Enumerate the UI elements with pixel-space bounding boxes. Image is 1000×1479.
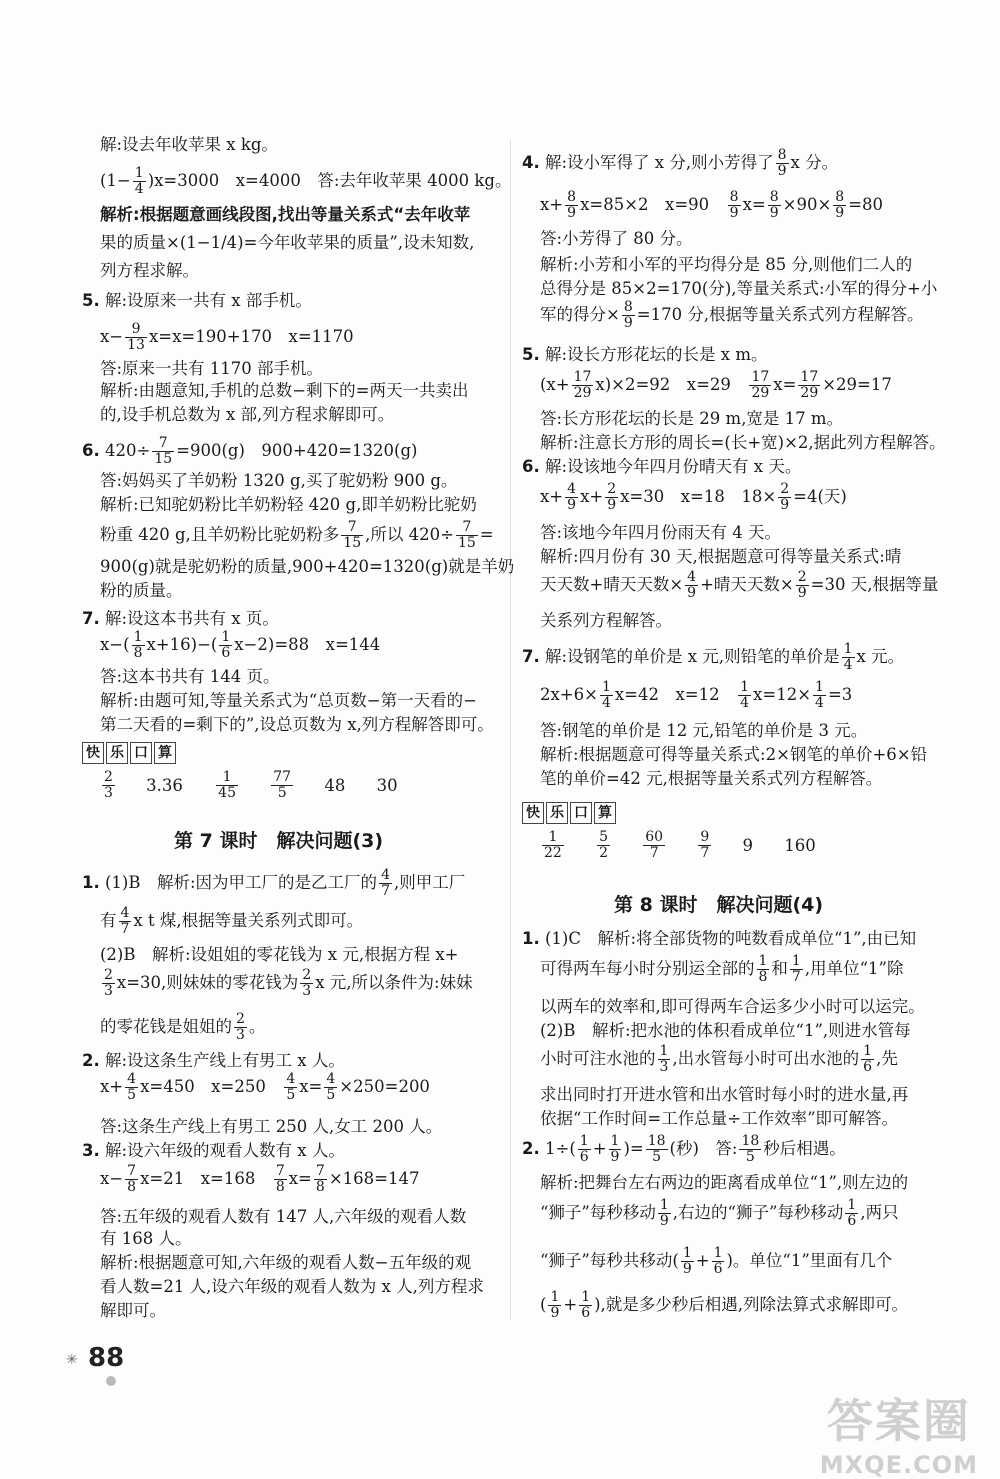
text-line: 解:设去年收苹果 x kg。: [100, 135, 278, 154]
analysis-line: 解即可。: [100, 1301, 166, 1320]
analysis-line: 解析:注意长方形的周长=(长+宽)×2,据此列方程解答。: [540, 433, 946, 452]
analysis-line: 可得两车每小时分别运全部的 $\frac{1}{8}$ 和 $\frac{1}{7}$ ,用单位“1”除: [540, 953, 904, 985]
analysis-line: ( $\frac{1}{9}$ + $\frac{1}{6}$ ),就是多少秒后相遇,列除法算式求解即可。: [540, 1289, 909, 1321]
analysis-line: 解析:小芳和小军的平均得分是 85 分,则他们二人的: [540, 255, 913, 274]
question-1: 1. (1)B 解析:因为甲工厂的是乙工厂的 $\frac{4}{7}$ ,则甲工厂: [82, 867, 466, 899]
analysis-line: 关系列方程解答。: [540, 611, 672, 630]
analysis-line: “狮子”每秒共移动( $\frac{1}{9}$ + $\frac{1}{6}$ )。单位“1”里面有几个: [540, 1245, 893, 1277]
question-1: 1. (1)C 解析:将全部货物的吨数看成单位“1”,由已知: [522, 929, 917, 948]
question-4: 4. 解:设小军得了 x 分,则小芳得了 $\frac{8}{9}$ x 分。: [522, 147, 839, 179]
analysis-line: 列方程求解。: [100, 261, 199, 280]
equation-line: 2x+6× $\frac{1}{4}$ x=42 x=12 $\frac{1}{4}$ x=12× $\frac{1}{4}$ =3: [540, 679, 853, 711]
equation-line: x+ $\frac{8}{9}$ x=85×2 x=90 $\frac{8}{9}$ x= $\frac{8}{9}$ ×90× $\frac{8}{9}$ =80: [540, 189, 884, 221]
answer-line: 答:该地今年四月份雨天有 4 天。: [540, 523, 782, 542]
page-number: 88: [88, 1343, 125, 1373]
analysis-line: $\frac{2}{3}$ x=30,则妹妹的零花钱为 $\frac{2}{3}$ x 元,所以条件为:妹妹: [104, 967, 473, 999]
question-7: 7. 解:设钢笔的单价是 x 元,则铅笔的单价是 $\frac{1}{4}$ x 元。: [522, 641, 905, 673]
analysis-line: 解析:已知驼奶粉比羊奶粉轻 420 g,即羊奶粉比驼奶: [100, 495, 477, 514]
analysis-line: 军的得分× $\frac{8}{9}$ =170 分,根据等量关系式列方程解答。: [540, 299, 924, 331]
answer-line: 答:原来一共有 1170 部手机。: [100, 359, 324, 378]
analysis-line: 粉的质量。: [100, 581, 183, 600]
analysis-line: 依据“工作时间=工作总量÷工作效率”即可解答。: [540, 1109, 899, 1128]
section-title: 第 8 课时 解决问题(4): [614, 894, 824, 916]
answer-line: 答:妈妈买了羊奶粉 1320 g,买了驼奶粉 900 g。: [100, 471, 458, 490]
question-5: 5. 解:设长方形花坛的长是 x m。: [522, 345, 768, 364]
analysis-line: 解析:四月份有 30 天,根据题意可得等量关系式:晴: [540, 547, 902, 566]
equation-line: (1− $\frac{1}{4}$ )x=3000 x=4000 答:去年收苹果 4000 kg。: [100, 165, 512, 197]
section-title: 第 7 课时 解决问题(3): [174, 830, 384, 852]
answer-line: 答:这条生产线上有男工 250 人,女工 200 人。: [100, 1117, 443, 1136]
analysis-line: 有 $\frac{4}{7}$ x t 煤,根据等量关系列式即可。: [100, 905, 364, 937]
star-decoration-icon: ✳: [66, 1352, 78, 1368]
question-7: 7. 解:设这本书共有 x 页。: [82, 609, 279, 628]
kuaile-kousuan-label: 快 乐 口 算: [522, 802, 616, 824]
analysis-line: 的零花钱是姐姐的 $\frac{2}{3}$ 。: [100, 1011, 266, 1043]
quick-answers: $\frac{2}{3}$ 3.36 $\frac{1}{45}$ $\frac{77}{5}$ 48 30: [104, 769, 398, 801]
answer-line: 答:五年级的观看人数有 147 人,六年级的观看人数: [100, 1207, 467, 1226]
analysis-line: 的,设手机总数为 x 部,列方程求解即可。: [100, 405, 395, 424]
dot-decoration-icon: [106, 1376, 116, 1386]
equation-line: x− $\frac{9}{13}$ x=x=190+170 x=1170: [100, 321, 354, 353]
quick-answers: $\frac{1}{22}$ $\frac{5}{2}$ $\frac{60}{7}$ $\frac{9}{7}$ 9 160: [544, 829, 816, 861]
analysis-line: 解析:由题意知,手机的总数−剩下的=两天一共卖出: [100, 381, 469, 400]
analysis-line: 总得分是 85×2=170(分),等量关系式:小军的得分+小: [540, 279, 938, 298]
equation-line: x+ $\frac{4}{9}$ x+ $\frac{2}{9}$ x=30 x=18 18× $\frac{2}{9}$ =4(天): [540, 481, 847, 513]
equation-line: x−( $\frac{1}{8}$ x+16)−( $\frac{1}{6}$ x−2)=88 x=144: [100, 629, 381, 661]
answer-line: 答:小芳得了 80 分。: [540, 229, 693, 248]
answer-line: 答:钢笔的单价是 12 元,铅笔的单价是 3 元。: [540, 721, 868, 740]
analysis-line: 粉重 420 g,且羊奶粉比驼奶粉多 $\frac{7}{15}$ ,所以 420÷ $\frac{7}{15}$ =: [100, 519, 494, 551]
analysis-line: “狮子”每秒移动 $\frac{1}{9}$ ,右边的“狮子”每秒移动 $\frac{1}{6}$ ,两只: [540, 1197, 899, 1229]
analysis-line: 第二天看的=剩下的”,设总页数为 x,列方程解答即可。: [100, 715, 494, 734]
analysis-line: 果的质量×(1−1/4)=今年收苹果的质量”,设未知数,: [100, 233, 475, 252]
kuaile-kousuan-label: 快 乐 口 算: [82, 742, 176, 764]
question-6: 6. 420÷ $\frac{7}{15}$ =900(g) 900+420=1320(g): [82, 435, 418, 467]
answer-line: 答:长方形花坛的长是 29 m,宽是 17 m。: [540, 409, 844, 428]
analysis-line: (2)B 解析:设姐姐的零花钱为 x 元,根据方程 x+: [100, 945, 459, 964]
equation-line: x+ $\frac{4}{5}$ x=450 x=250 $\frac{4}{5}$ x= $\frac{4}{5}$ ×250=200: [100, 1071, 430, 1103]
analysis-line: 以两车的效率和,即可得两车合运多少小时可以运完。: [540, 997, 925, 1016]
analysis-line: 小时可注水池的 $\frac{1}{3}$ ,出水管每小时可出水池的 $\frac{1}{6}$ ,先: [540, 1043, 898, 1075]
equation-line: (x+ $\frac{17}{29}$ x)×2=92 x=29 $\frac{17}{29}$ x= $\frac{17}{29}$ ×29=17: [540, 369, 892, 401]
question-5: 5. 解:设原来一共有 x 部手机。: [82, 291, 312, 310]
analysis-line: 笔的单价=42 元,根据等量关系式列方程解答。: [540, 769, 883, 788]
question-6: 6. 解:设该地今年四月份晴天有 x 天。: [522, 457, 802, 476]
watermark-logo: 答案圈 MXQE.COM: [819, 1394, 978, 1479]
analysis-line: 解析:把舞台左右两边的距离看成单位“1”,则左边的: [540, 1173, 909, 1192]
question-2: 2. 1÷( $\frac{1}{6}$ + $\frac{1}{9}$ )= $\frac{18}{5}$ (秒) 答: $\frac{18}{5}$ 秒后相遇。: [522, 1133, 846, 1165]
analysis-line: 天天数+晴天天数× $\frac{4}{9}$ +晴天天数× $\frac{2}{9}$ =30 天,根据等量: [540, 569, 939, 601]
answer-line: 有 168 人。: [100, 1229, 192, 1248]
analysis-line: 看人数=21 人,设六年级的观看人数为 x 人,列方程求: [100, 1277, 484, 1296]
analysis-line: 求出同时打开进水管和出水管时每小时的进水量,再: [540, 1085, 909, 1104]
analysis-line: 解析:根据题意可知,六年级的观看人数−五年级的观: [100, 1253, 472, 1272]
question-3: 3. 解:设六年级的观看人数有 x 人。: [82, 1141, 345, 1160]
analysis-line: 900(g)就是驼奶粉的质量,900+420=1320(g)就是羊奶: [100, 557, 515, 576]
answer-line: 答:这本书共有 144 页。: [100, 667, 280, 686]
analysis-line: 解析:根据题意可得等量关系式:2×钢笔的单价+6×铅: [540, 745, 928, 764]
analysis-line: (2)B 解析:把水池的体积看成单位“1”,则进水管每: [540, 1021, 911, 1040]
analysis-line: 解析:由题可知,等量关系式为“总页数−第一天看的−: [100, 691, 477, 710]
analysis-line: 解析:根据题意画线段图,找出等量关系式“去年收苹: [100, 205, 471, 224]
equation-line: x− $\frac{7}{8}$ x=21 x=168 $\frac{7}{8}$ x= $\frac{7}{8}$ ×168=147: [100, 1163, 420, 1195]
column-divider: [510, 140, 511, 1320]
question-2: 2. 解:设这条生产线上有男工 x 人。: [82, 1051, 345, 1070]
